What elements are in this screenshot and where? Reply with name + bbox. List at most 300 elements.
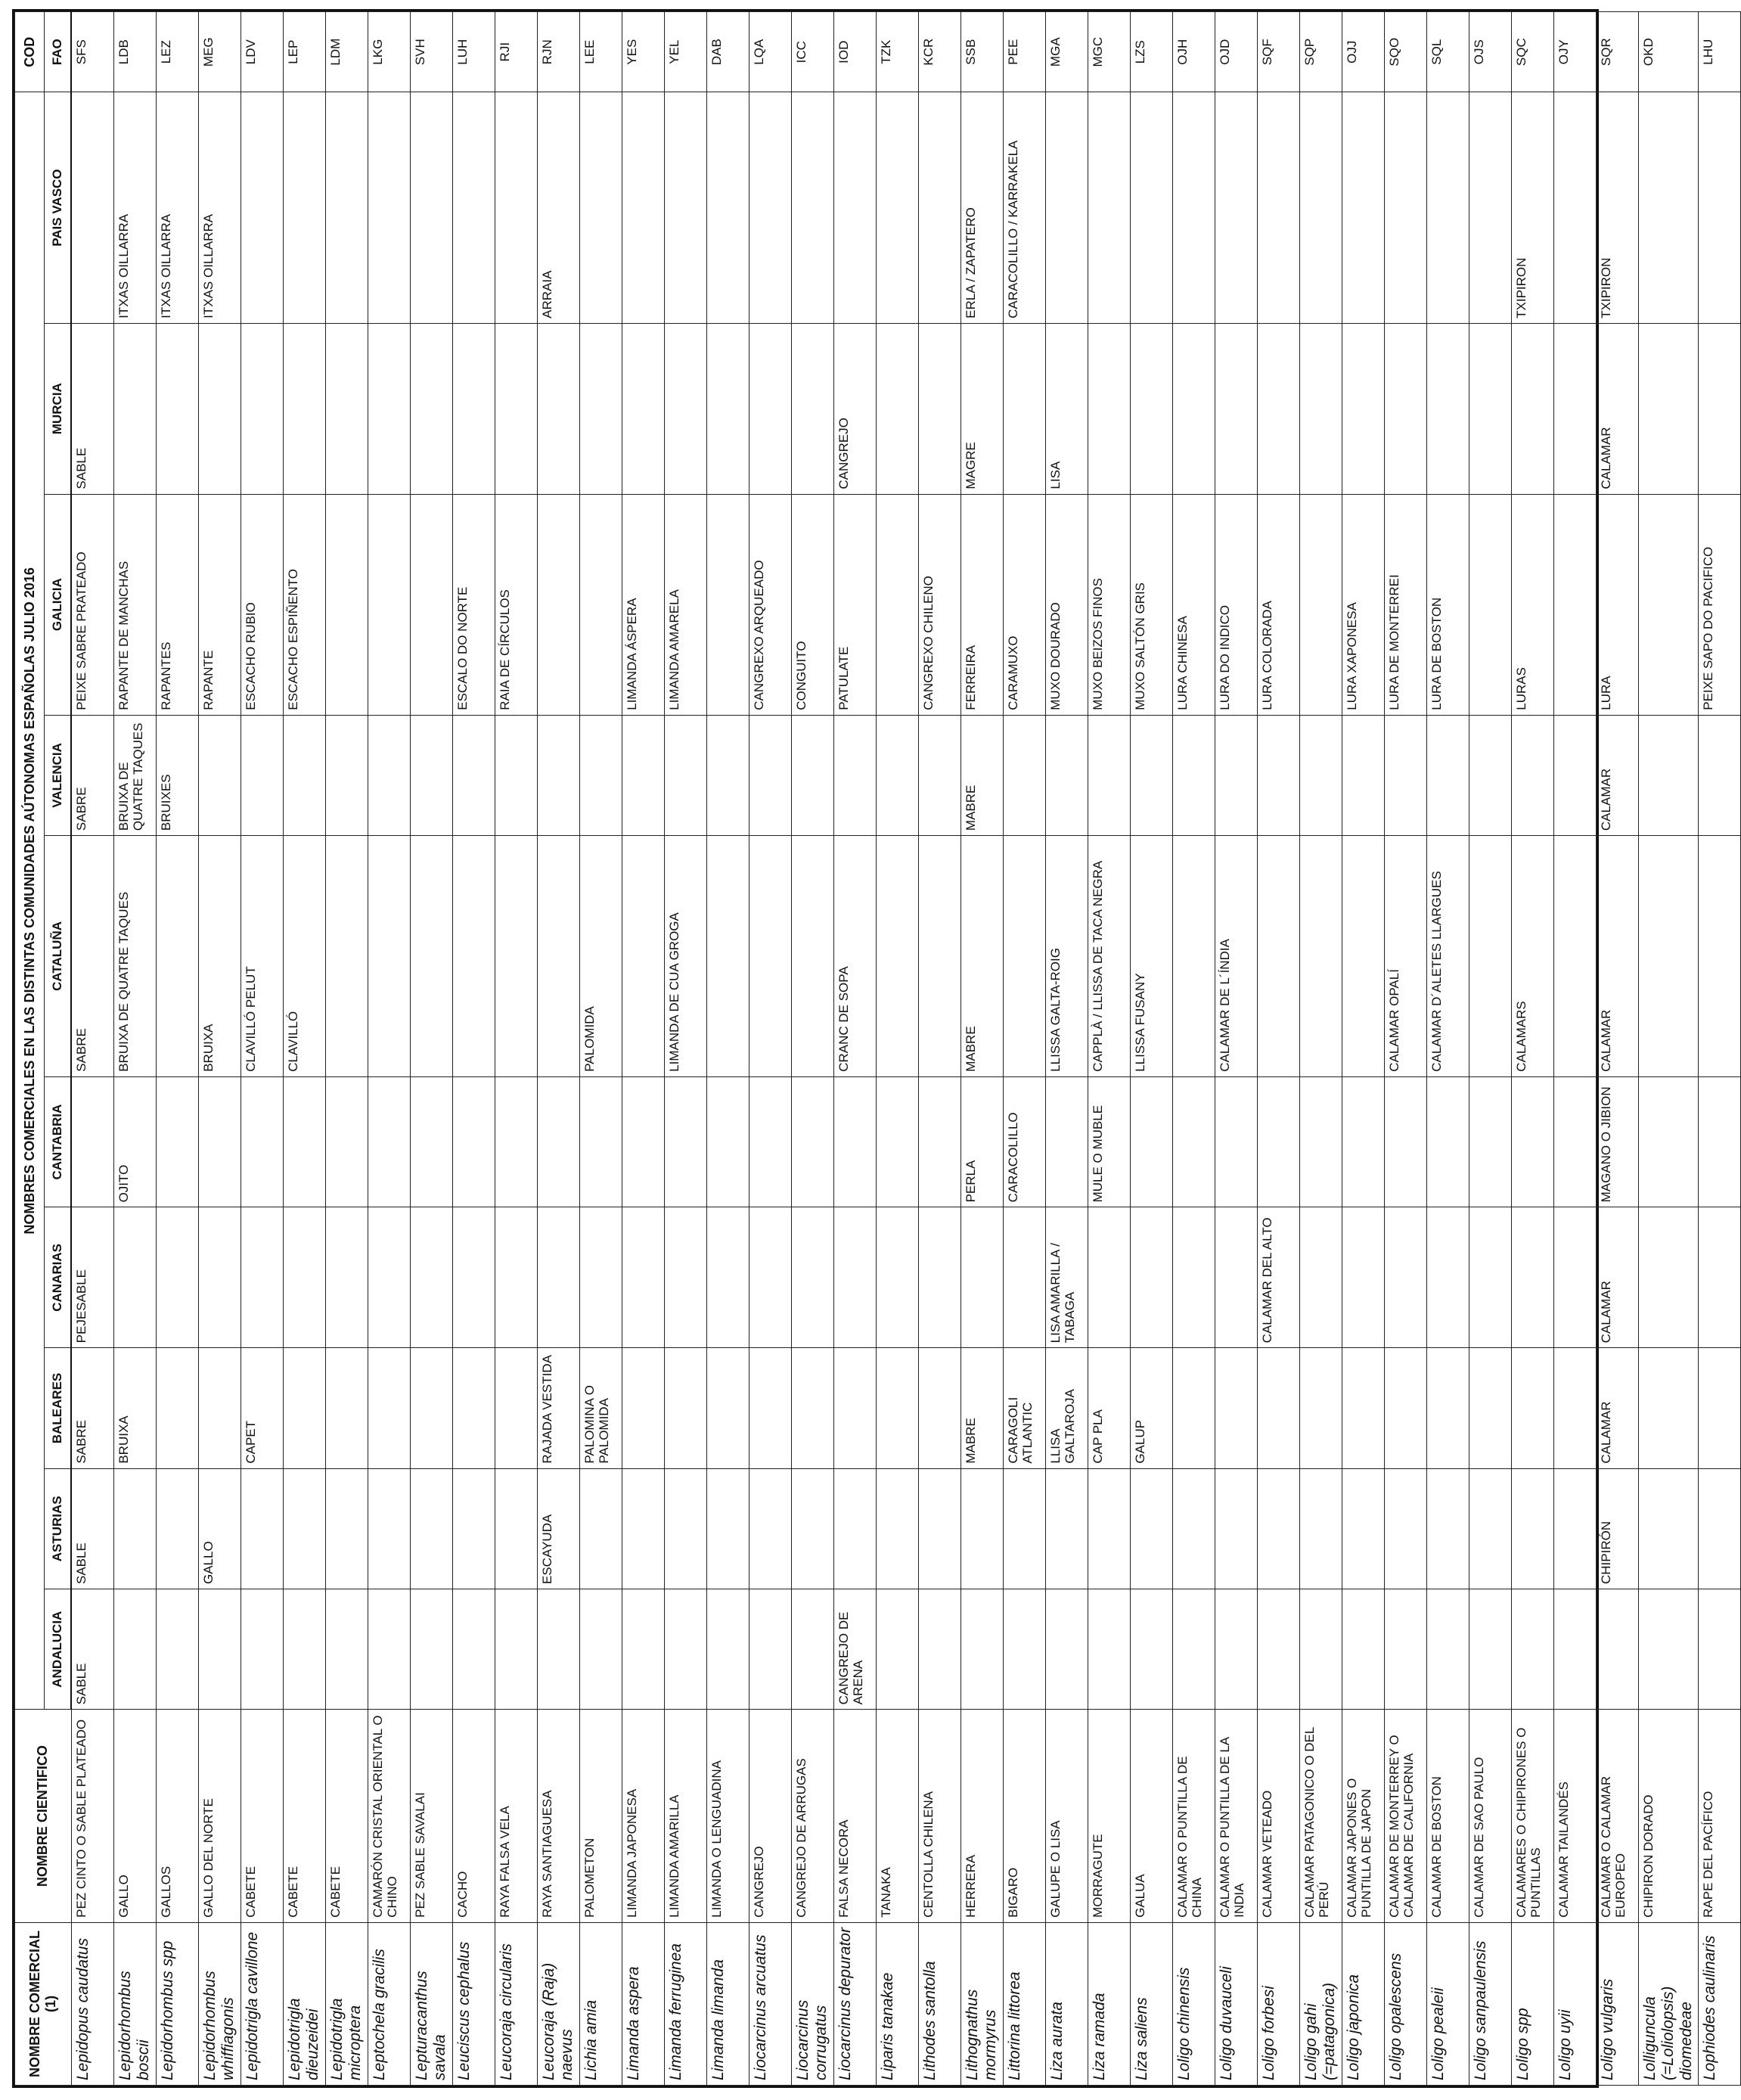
scientific-name-cell: Loligo japonica (1342, 1922, 1385, 2085)
region-name-cell: CAPPLÀ / LLISSA DE TACA NEGRA (1088, 836, 1131, 1077)
region-name-cell (1004, 1207, 1046, 1348)
region-name-cell (241, 1468, 284, 1589)
region-name-cell (1342, 1589, 1385, 1710)
region-name-cell (665, 323, 707, 494)
region-name-cell (453, 323, 495, 494)
region-name-cell: RAPANTE DE MANCHAS (114, 494, 157, 715)
region-name-cell (495, 1348, 538, 1468)
scientific-name-cell: Limanda limanda (707, 1922, 749, 2085)
region-name-cell (538, 1589, 580, 1710)
region-header: ANDALUCIA (45, 1589, 72, 1710)
region-name-cell (877, 1589, 919, 1710)
region-name-cell: CLAVILLÓ (284, 836, 326, 1077)
region-name-cell (707, 1207, 749, 1348)
region-name-cell (1512, 1468, 1554, 1589)
fao-code-cell: LKG (368, 12, 411, 92)
region-name-cell (284, 1348, 326, 1468)
region-name-cell (1215, 323, 1258, 494)
scientific-name-cell: Liocarcinus arcuatus (749, 1922, 792, 2085)
commercial-name-cell: CALAMAR VETEADO (1258, 1710, 1300, 1923)
region-name-cell (199, 1207, 241, 1348)
region-name-cell (1427, 1348, 1469, 1468)
commercial-name-cell: CALAMAR O PUNTILLA DE CHINA (1173, 1710, 1215, 1923)
region-name-cell (1342, 1348, 1385, 1468)
region-name-cell (919, 1589, 961, 1710)
region-name-cell (495, 836, 538, 1077)
scientific-name-cell: Liparis tanakae (877, 1922, 919, 2085)
region-name-cell (834, 1207, 877, 1348)
region-name-cell (1639, 1207, 1699, 1348)
region-name-cell: CARAMUXO (1004, 494, 1046, 715)
region-name-cell (1215, 1207, 1258, 1348)
commercial-name-cell: CABETE (326, 1710, 368, 1923)
region-name-cell (1215, 715, 1258, 835)
region-name-cell (961, 1468, 1004, 1589)
region-name-cell: LURA COLORADA (1258, 494, 1300, 715)
region-name-cell (1469, 1076, 1512, 1207)
region-name-cell (1342, 1076, 1385, 1207)
fao-code-cell: SQF (1258, 12, 1300, 92)
region-name-cell (1004, 715, 1046, 835)
region-name-cell (834, 1348, 877, 1468)
region-name-cell (1131, 323, 1173, 494)
region-name-cell (411, 1348, 453, 1468)
region-name-cell (538, 323, 580, 494)
region-name-cell (199, 1348, 241, 1468)
commercial-name-cell: CALAMAR O CALAMAR EUROPEO (1597, 1710, 1639, 1923)
region-name-cell (1300, 323, 1342, 494)
region-name-cell: MUXO SALTÓN GRIS (1131, 494, 1173, 715)
region-name-cell (622, 1468, 665, 1589)
region-name-cell (538, 836, 580, 1077)
region-name-cell: RAPANTE (199, 494, 241, 715)
region-name-cell (1699, 323, 1741, 494)
table-row (792, 12, 834, 2086)
region-name-cell (411, 836, 453, 1077)
region-name-cell (284, 1207, 326, 1348)
region-name-cell (1342, 715, 1385, 835)
region-name-cell: FERREIRA (961, 494, 1004, 715)
region-name-cell (749, 1076, 792, 1207)
region-name-cell (495, 1207, 538, 1348)
region-name-cell (919, 1076, 961, 1207)
region-name-cell (749, 715, 792, 835)
region-name-cell (665, 1589, 707, 1710)
region-name-cell (919, 92, 961, 323)
region-name-cell: RAIA DE CÍRCULOS (495, 494, 538, 715)
region-name-cell (411, 715, 453, 835)
commercial-name-cell: CALAMAR JAPONES O PUNTILLA DE JAPON (1342, 1710, 1385, 1923)
region-name-cell (495, 92, 538, 323)
region-name-cell (284, 1589, 326, 1710)
scientific-name-cell: Loligo pealeii (1427, 1922, 1469, 2085)
region-name-cell (1512, 1589, 1554, 1710)
region-name-cell (580, 1589, 622, 1710)
commercial-name-cell: CALAMAR PATAGONICO O DEL PERÚ (1300, 1710, 1342, 1923)
region-name-cell (453, 1076, 495, 1207)
scientific-name-cell: Liza ramada (1088, 1922, 1131, 2085)
header-cod: COD (15, 12, 45, 92)
region-name-cell (157, 1348, 199, 1468)
region-name-cell (284, 1076, 326, 1207)
region-name-cell (1427, 323, 1469, 494)
commercial-name-cell: PEZ SABLE SAVALAI (411, 1710, 453, 1923)
fao-code-cell: ICC (792, 12, 834, 92)
region-name-cell (580, 1076, 622, 1207)
region-name-cell: ITXAS OILLARRA (199, 92, 241, 323)
scientific-name-cell: Lepturacanthus savala (411, 1922, 453, 2085)
region-name-cell: CANGREXO CHILENO (919, 494, 961, 715)
region-name-cell (1512, 323, 1554, 494)
scientific-name-cell: Littorina littorea (1004, 1922, 1046, 2085)
commercial-name-cell: RAYA SANTIAGUESA (538, 1710, 580, 1923)
fao-code-cell: SFS (71, 12, 114, 92)
region-name-cell (1300, 836, 1342, 1077)
region-name-cell: CANGREXO ARQUEADO (749, 494, 792, 715)
region-name-cell (1046, 92, 1088, 323)
region-name-cell (1046, 715, 1088, 835)
region-name-cell: LURAS (1512, 494, 1554, 715)
scientific-name-cell: Lolliguncula (=Loliolopsis) diomedeae (1639, 1922, 1699, 2085)
region-name-cell: PEIXE SAPO DO PACIFICO (1699, 494, 1741, 715)
region-name-cell (580, 1207, 622, 1348)
table-row (1639, 12, 1699, 2086)
region-name-cell (1300, 1468, 1342, 1589)
commercial-name-cell: CANGREJO DE ARRUGAS (792, 1710, 834, 1923)
region-name-cell (1385, 323, 1427, 494)
region-name-cell (284, 323, 326, 494)
region-name-cell (1131, 1076, 1173, 1207)
region-name-cell (1088, 323, 1131, 494)
region-name-cell (1088, 1589, 1131, 1710)
scientific-name-cell: Liocarcinus depurator (834, 1922, 877, 2085)
region-name-cell (1215, 1348, 1258, 1468)
region-name-cell (1427, 1076, 1469, 1207)
region-name-cell (157, 323, 199, 494)
region-name-cell (1004, 1468, 1046, 1589)
region-name-cell (1554, 1589, 1597, 1710)
region-name-cell: CALAMAR DE L´ÍNDIA (1215, 836, 1258, 1077)
table-row (1300, 12, 1342, 2086)
region-name-cell (1699, 836, 1741, 1077)
fao-code-cell: LDM (326, 12, 368, 92)
region-name-cell: SABLE (71, 1589, 114, 1710)
region-name-cell (1427, 1468, 1469, 1589)
region-name-cell (1004, 1589, 1046, 1710)
region-name-cell (114, 1207, 157, 1348)
scientific-name-cell: Loligo uyii (1554, 1922, 1597, 2085)
scientific-name-cell: Liocarcinus corrugatus (792, 1922, 834, 2085)
region-name-cell (1258, 1348, 1300, 1468)
table-row (284, 12, 326, 2086)
region-name-cell (1469, 715, 1512, 835)
region-name-cell (1469, 836, 1512, 1077)
region-name-cell (1258, 715, 1300, 835)
table-row (877, 12, 919, 2086)
region-name-cell: MULE O MUBLE (1088, 1076, 1131, 1207)
region-name-cell (326, 1589, 368, 1710)
region-name-cell (1427, 1589, 1469, 1710)
region-name-cell (707, 1468, 749, 1589)
region-name-cell (241, 1076, 284, 1207)
fao-code-cell: OKD (1639, 12, 1699, 92)
region-name-cell (495, 1589, 538, 1710)
scientific-name-cell: Loligo forbesi (1258, 1922, 1300, 2085)
scientific-name-cell: Loligo opalescens (1385, 1922, 1427, 2085)
table-row (1088, 12, 1131, 2086)
fao-code-cell: RJI (495, 12, 538, 92)
region-name-cell (877, 1076, 919, 1207)
region-name-cell (1173, 1207, 1215, 1348)
region-name-cell (1639, 836, 1699, 1077)
region-name-cell (1342, 836, 1385, 1077)
fao-code-cell: LQA (749, 12, 792, 92)
region-name-cell (877, 1348, 919, 1468)
commercial-name-cell: FALSA NECORA (834, 1710, 877, 1923)
region-name-cell: ESCAYUDA (538, 1468, 580, 1589)
fao-code-cell: SSB (961, 12, 1004, 92)
region-name-cell: CANGREJO DE ARENA (834, 1589, 877, 1710)
region-name-cell (1427, 1207, 1469, 1348)
commercial-name-cell: HERRERA (961, 1710, 1004, 1923)
table-row (1699, 12, 1741, 2086)
region-name-cell (1469, 323, 1512, 494)
table-row (157, 12, 199, 2086)
table-row (1131, 12, 1173, 2086)
region-name-cell (622, 323, 665, 494)
region-name-cell: ERLA / ZAPATERO (961, 92, 1004, 323)
region-header: VALENCIA (45, 715, 72, 835)
region-name-cell: BRUIXES (157, 715, 199, 835)
region-name-cell (580, 323, 622, 494)
fao-code-cell: MEG (199, 12, 241, 92)
region-name-cell (326, 1207, 368, 1348)
region-name-cell (411, 1468, 453, 1589)
scientific-name-cell: Lepidorhombus spp (157, 1922, 199, 2085)
region-name-cell: BRUIXA (199, 836, 241, 1077)
region-name-cell (453, 1589, 495, 1710)
region-name-cell (157, 1589, 199, 1710)
table-row (665, 12, 707, 2086)
commercial-name-cell: CALAMAR O PUNTILLA DE LA INDIA (1215, 1710, 1258, 1923)
region-name-cell: CALAMAR (1597, 1207, 1639, 1348)
commercial-name-cell: CACHO (453, 1710, 495, 1923)
scientific-name-cell: Loligo chinensis (1173, 1922, 1215, 2085)
region-name-cell (1554, 494, 1597, 715)
region-name-cell: SABLE (71, 1468, 114, 1589)
region-name-cell (241, 323, 284, 494)
scientific-name-cell: Lepidorhombus whiffiagonis (199, 1922, 241, 2085)
region-name-cell: ITXAS OILLARRA (114, 92, 157, 323)
region-name-cell (1215, 92, 1258, 323)
region-name-cell: CALAMAR (1597, 323, 1639, 494)
region-name-cell (1639, 1589, 1699, 1710)
region-name-cell (961, 1589, 1004, 1710)
table-row (326, 12, 368, 2086)
region-name-cell (495, 1076, 538, 1207)
table-row (834, 12, 877, 2086)
region-name-cell: CLAVILLÓ PELUT (241, 836, 284, 1077)
region-name-cell (1639, 494, 1699, 715)
region-name-cell (241, 1207, 284, 1348)
region-name-cell: LISA AMARILLA / TABAGA (1046, 1207, 1088, 1348)
table-row (1597, 12, 1639, 2086)
region-name-cell (1469, 1207, 1512, 1348)
scientific-name-cell: Liza aurata (1046, 1922, 1088, 2085)
region-name-cell (1699, 92, 1741, 323)
region-name-cell: LLISSA FUSANY (1131, 836, 1173, 1077)
region-name-cell (1342, 323, 1385, 494)
region-name-cell (749, 836, 792, 1077)
region-name-cell (157, 1468, 199, 1589)
region-name-cell (326, 494, 368, 715)
table-row (1385, 12, 1427, 2086)
region-name-cell: CALAMAR DEL ALTO (1258, 1207, 1300, 1348)
region-name-cell (707, 92, 749, 323)
region-name-cell: RAJADA VESTIDA (538, 1348, 580, 1468)
region-header: MURCIA (45, 323, 72, 494)
fao-code-cell: SQC (1512, 12, 1554, 92)
region-name-cell (1469, 494, 1512, 715)
region-name-cell (707, 323, 749, 494)
commercial-name-cell: CHIPIRON DORADO (1639, 1710, 1699, 1923)
commercial-name-cell: RAYA FALSA VELA (495, 1710, 538, 1923)
region-name-cell (1300, 1207, 1342, 1348)
region-name-cell (1131, 92, 1173, 323)
region-name-cell (1512, 1076, 1554, 1207)
region-name-cell: MABRE (961, 1348, 1004, 1468)
region-name-cell (284, 715, 326, 835)
commercial-name-cell: TANAKA (877, 1710, 919, 1923)
region-name-cell (1699, 1348, 1741, 1468)
scientific-name-cell: Limanda aspera (622, 1922, 665, 2085)
table-row (1469, 12, 1512, 2086)
region-name-cell (114, 1589, 157, 1710)
scientific-name-cell: Loligo duvauceli (1215, 1922, 1258, 2085)
region-header: CANARIAS (45, 1207, 72, 1348)
region-name-cell (453, 1468, 495, 1589)
region-name-cell: LIMANDA DE CUA GROGA (665, 836, 707, 1077)
region-name-cell (877, 715, 919, 835)
region-name-cell: LURA DE BOSTON (1427, 494, 1469, 715)
region-name-cell: MUXO BEIZOS FINOS (1088, 494, 1131, 715)
table-row (580, 12, 622, 2086)
region-name-cell (538, 715, 580, 835)
commercial-name-cell: PALOMETON (580, 1710, 622, 1923)
region-name-cell (71, 92, 114, 323)
table-row (749, 12, 792, 2086)
region-name-cell (114, 1468, 157, 1589)
region-name-cell: TXIPIRON (1597, 92, 1639, 323)
scientific-name-cell: Liza saliens (1131, 1922, 1173, 2085)
region-name-cell (453, 1348, 495, 1468)
region-header: CATALUÑA (45, 836, 72, 1077)
region-name-cell (834, 715, 877, 835)
region-name-cell: CONGUITO (792, 494, 834, 715)
region-name-cell (1469, 92, 1512, 323)
region-name-cell (1258, 92, 1300, 323)
region-name-cell (1300, 1348, 1342, 1468)
fao-code-cell: LUH (453, 12, 495, 92)
scientific-name-cell: Loligo gahi (=patagonica) (1300, 1922, 1342, 2085)
region-name-cell (1088, 715, 1131, 835)
region-name-cell (1088, 1468, 1131, 1589)
region-name-cell (1554, 1348, 1597, 1468)
region-name-cell (199, 715, 241, 835)
fao-code-cell: PEE (1004, 12, 1046, 92)
region-name-cell: CALAMAR (1597, 836, 1639, 1077)
region-name-cell (453, 92, 495, 323)
region-name-cell (1512, 715, 1554, 835)
commercial-name-cell: CALAMARES O CHIPIRONES O PUNTILLAS (1512, 1710, 1554, 1923)
region-name-cell (1173, 92, 1215, 323)
region-name-cell (749, 1207, 792, 1348)
region-name-cell (538, 1207, 580, 1348)
region-name-cell: PATULATE (834, 494, 877, 715)
region-name-cell (1639, 1076, 1699, 1207)
region-name-cell (707, 836, 749, 1077)
fao-code-cell: LDV (241, 12, 284, 92)
commercial-name-cell: PEZ CINTO O SABLE PLATEADO (71, 1710, 114, 1923)
region-name-cell: LLISA GALTAROJA (1046, 1348, 1088, 1468)
region-name-cell (749, 1468, 792, 1589)
region-name-cell: CALAMAR OPALÍ (1385, 836, 1427, 1077)
region-name-cell (411, 494, 453, 715)
region-name-cell (1300, 1589, 1342, 1710)
region-name-cell (1342, 92, 1385, 323)
region-name-cell (453, 836, 495, 1077)
region-name-cell: LIMANDA ÁSPERA (622, 494, 665, 715)
region-name-cell (1699, 1589, 1741, 1710)
commercial-name-cell: CALAMAR TAILANDÉS (1554, 1710, 1597, 1923)
region-name-cell: ITXAS OILLARRA (157, 92, 199, 323)
region-name-cell (1512, 1348, 1554, 1468)
fao-code-cell: OJS (1469, 12, 1512, 92)
region-name-cell: PEJESABLE (71, 1207, 114, 1348)
table-row (199, 12, 241, 2086)
commercial-name-cell: GALUPE O LISA (1046, 1710, 1088, 1923)
region-name-cell (495, 1468, 538, 1589)
table-row (411, 12, 453, 2086)
commercial-name-cell: GALLO (114, 1710, 157, 1923)
fao-code-cell: LDB (114, 12, 157, 92)
region-name-cell (326, 715, 368, 835)
region-name-cell: ESCACHO ESPIÑENTO (284, 494, 326, 715)
region-name-cell (877, 323, 919, 494)
region-name-cell (368, 92, 411, 323)
scientific-name-cell: Lepidopus caudatus (71, 1922, 114, 2085)
region-name-cell (157, 1207, 199, 1348)
region-name-cell (368, 836, 411, 1077)
fao-code-cell: MGA (1046, 12, 1088, 92)
region-name-cell: LIMANDA AMARELA (665, 494, 707, 715)
header-nombre-comercial: NOMBRE COMERCIAL (1) (15, 1922, 72, 2085)
region-header: ASTURIAS (45, 1468, 72, 1589)
region-name-cell (1554, 323, 1597, 494)
region-name-cell (665, 1468, 707, 1589)
commercial-name-cell: CALAMAR DE SAO PAULO (1469, 1710, 1512, 1923)
region-name-cell: CRANC DE SOPA (834, 836, 877, 1077)
region-name-cell (326, 836, 368, 1077)
region-name-cell: RAPANTES (157, 494, 199, 715)
region-name-cell (326, 1348, 368, 1468)
region-name-cell (1639, 715, 1699, 835)
region-name-cell (241, 1589, 284, 1710)
region-name-cell (1639, 1348, 1699, 1468)
region-name-cell (284, 1468, 326, 1589)
region-name-cell (114, 323, 157, 494)
region-name-cell (1385, 715, 1427, 835)
